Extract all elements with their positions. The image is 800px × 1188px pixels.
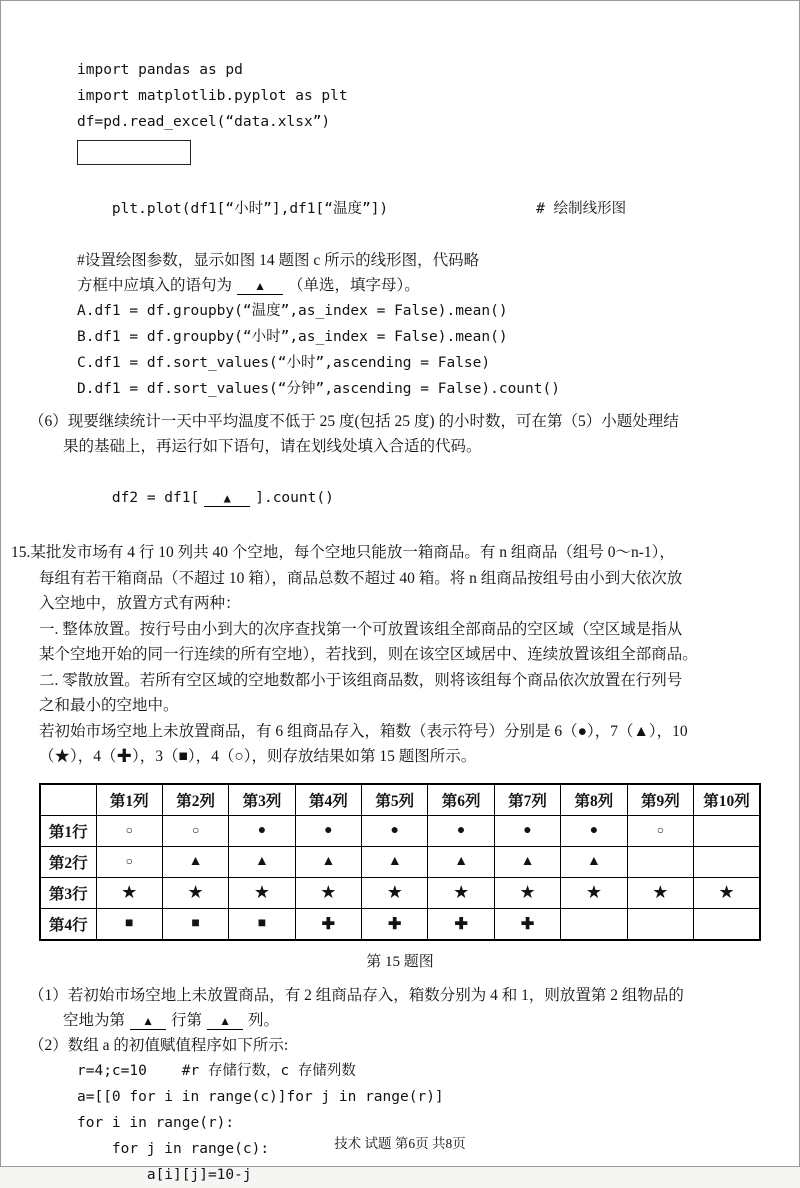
table-row — [40, 815, 760, 846]
q15-line: （★），4（✚），3（■），4（○），则存放结果如第 15 题图所示。 — [39, 748, 477, 765]
grid-cell: ★ — [627, 877, 693, 908]
row-answer-blank: ▲ — [130, 1014, 166, 1030]
col-header: 第10列 — [694, 784, 760, 816]
q15-1-line1: （1）若初始市场空地上未放置商品，有 2 组商品存入，箱数分别为 4 和 1，则放置第 2 组物品的 — [29, 986, 684, 1004]
option-line: D.df1 = df.sort_values(“分钟”,ascending = False).count() — [77, 381, 560, 397]
grid-cell — [694, 846, 760, 877]
grid-cell — [627, 846, 693, 877]
plot-code: plt.plot(df1[“小时”],df1[“温度”]) — [111, 201, 389, 217]
grid-cell: ● — [428, 815, 494, 846]
grid-cell: ○ — [162, 815, 228, 846]
code-line: df=pd.read_excel(“data.xlsx”) — [77, 114, 331, 130]
code-line: a[i][j]=10-j — [77, 1166, 252, 1183]
placement-table — [39, 783, 761, 941]
q6-code-pre: df2 = df1[ — [111, 490, 200, 506]
grid-cell: ▲ — [295, 846, 361, 877]
q15-line: 入空地中，放置方式有两种： — [39, 595, 241, 612]
q15-paragraph — [39, 566, 799, 770]
grid-cell: ● — [561, 815, 627, 846]
grid-cell: ✚ — [428, 908, 494, 940]
col-header: 第1列 — [96, 784, 162, 816]
grid-cell: ▲ — [162, 846, 228, 877]
q6-answer-blank: ▲ — [204, 491, 250, 507]
grid-cell: ✚ — [494, 908, 560, 940]
grid-cell: ★ — [494, 877, 560, 908]
row-header: 第4行 — [40, 908, 96, 940]
grid-cell: ★ — [162, 877, 228, 908]
grid-cell: ▲ — [494, 846, 560, 877]
col-answer-blank: ▲ — [207, 1014, 243, 1030]
q15-2-heading: （2）数组 a 的初值赋值程序如下所示: — [29, 1036, 289, 1054]
grid-cell: ▲ — [428, 846, 494, 877]
grid-cell: ✚ — [362, 908, 428, 940]
q15-line: 某个空地开始的同一行连续的所有空地），若找到，则在该空区域居中、连续放置该组全部商品。 — [39, 646, 698, 663]
grid-cell — [694, 815, 760, 846]
table-row — [40, 908, 760, 940]
grid-cell: ★ — [694, 877, 760, 908]
row-header: 第3行 — [40, 877, 96, 908]
q15-1-post: 列。 — [248, 1011, 280, 1029]
grid-cell: ★ — [428, 877, 494, 908]
col-header: 第2列 — [162, 784, 228, 816]
grid-cell: ■ — [229, 908, 295, 940]
grid-cell: ★ — [229, 877, 295, 908]
grid-cell — [627, 908, 693, 940]
code-line: for i in range(r): — [77, 1114, 235, 1131]
option-line: B.df1 = df.groupby(“小时”,as_index = False).mean() — [77, 329, 508, 345]
options-block — [77, 298, 799, 402]
grid-cell: ○ — [96, 846, 162, 877]
fill-prompt-pre: 方框中应填入的语句为 — [77, 277, 233, 294]
table-header-row — [40, 784, 760, 816]
q15-2-code-block — [77, 1058, 799, 1188]
q15-line: 每组有若干箱商品（不超过 10 箱），商品总数不超过 40 箱。将 n 组商品按组号由小到大依次放 — [39, 569, 683, 587]
q15-line: 若初始市场空地上未放置商品，有 6 组商品存入，箱数（表示符号）分别是 6（●），7（▲），10 — [39, 722, 688, 740]
grid-cell: ■ — [162, 908, 228, 940]
code-line: import pandas as pd — [77, 62, 243, 78]
q15-1-mid: 行第 — [171, 1011, 203, 1029]
col-header: 第6列 — [428, 784, 494, 816]
grid-cell: ○ — [96, 815, 162, 846]
grid-cell: ★ — [295, 877, 361, 908]
col-header: 第7列 — [494, 784, 560, 816]
page-footer: 技术 试题 第6页 共8页 — [334, 1136, 466, 1151]
q6-line2: 果的基础上，再运行如下语句，请在划线处填入合适的代码。 — [63, 438, 482, 455]
q15-line: 之和最小的空地中。 — [39, 697, 179, 714]
grid-cell: ● — [295, 815, 361, 846]
figure-caption: 第 15 题图 — [366, 953, 434, 970]
param-comment-line: #设置绘图参数，显示如图 14 题图 c 所示的线形图，代码略 — [77, 252, 480, 269]
col-header: 第4列 — [295, 784, 361, 816]
code-line: r=4;c=10 #r 存储行数，c 存储列数 — [77, 1062, 356, 1079]
grid-cell: ★ — [362, 877, 428, 908]
grid-cell: ● — [229, 815, 295, 846]
col-header: 第9列 — [627, 784, 693, 816]
grid-cell: ● — [362, 815, 428, 846]
grid-cell: ● — [494, 815, 560, 846]
q6-line1: （6）现要继续统计一天中平均温度不低于 25 度(包括 25 度) 的小时数，可在第（5）小题处理结 — [29, 413, 679, 430]
grid-cell — [561, 908, 627, 940]
option-line: C.df1 = df.sort_values(“小时”,ascending = False) — [77, 355, 491, 371]
q6-code-post: ].count() — [255, 490, 334, 506]
q15-line1: 15.某批发市场有 4 行 10 列共 40 个空地，每个空地只能放一箱商品。有 n 组商品（组号 0～n-1）， — [11, 544, 675, 561]
code-line: for j in range(c): — [77, 1140, 270, 1157]
grid-cell: ○ — [627, 815, 693, 846]
q15-1-pre: 空地为第 — [63, 1011, 126, 1029]
grid-cell: ■ — [96, 908, 162, 940]
grid-cell — [694, 908, 760, 940]
option-line: A.df1 = df.groupby(“温度”,as_index = False).mean() — [77, 303, 508, 319]
corner-cell — [40, 784, 96, 816]
answer-blank: ▲ — [237, 279, 283, 295]
q6-code-line — [77, 459, 799, 537]
plot-code-line — [77, 170, 799, 248]
code-block-imports — [77, 57, 799, 135]
row-header: 第2行 — [40, 846, 96, 877]
grid-cell: ★ — [96, 877, 162, 908]
grid-cell: ★ — [561, 877, 627, 908]
grid-cell: ▲ — [362, 846, 428, 877]
row-header: 第1行 — [40, 815, 96, 846]
answer-box — [77, 140, 191, 165]
table-row — [40, 877, 760, 908]
table-row — [40, 846, 760, 877]
col-header: 第5列 — [362, 784, 428, 816]
code-line: import matplotlib.pyplot as plt — [77, 88, 348, 104]
grid-cell: ▲ — [561, 846, 627, 877]
plot-comment: # 绘制线形图 — [536, 201, 627, 217]
q15-line: 二. 零散放置。若所有空区域的空地数都小于该组商品数，则将该组每个商品依次放置在行列号 — [39, 671, 683, 689]
q15-1-line2 — [63, 1008, 799, 1033]
col-header: 第8列 — [561, 784, 627, 816]
grid-cell: ✚ — [295, 908, 361, 940]
grid-cell: ▲ — [229, 846, 295, 877]
col-header: 第3列 — [229, 784, 295, 816]
fill-prompt-post: （单选，填字母）。 — [288, 277, 420, 294]
fill-prompt-line — [77, 273, 799, 298]
code-line: a=[[0 for i in range(c)]for j in range(r)] — [77, 1088, 444, 1105]
q15-line: 一. 整体放置。按行号由小到大的次序查找第一个可放置该组全部商品的空区域（空区域是指从 — [39, 620, 683, 638]
